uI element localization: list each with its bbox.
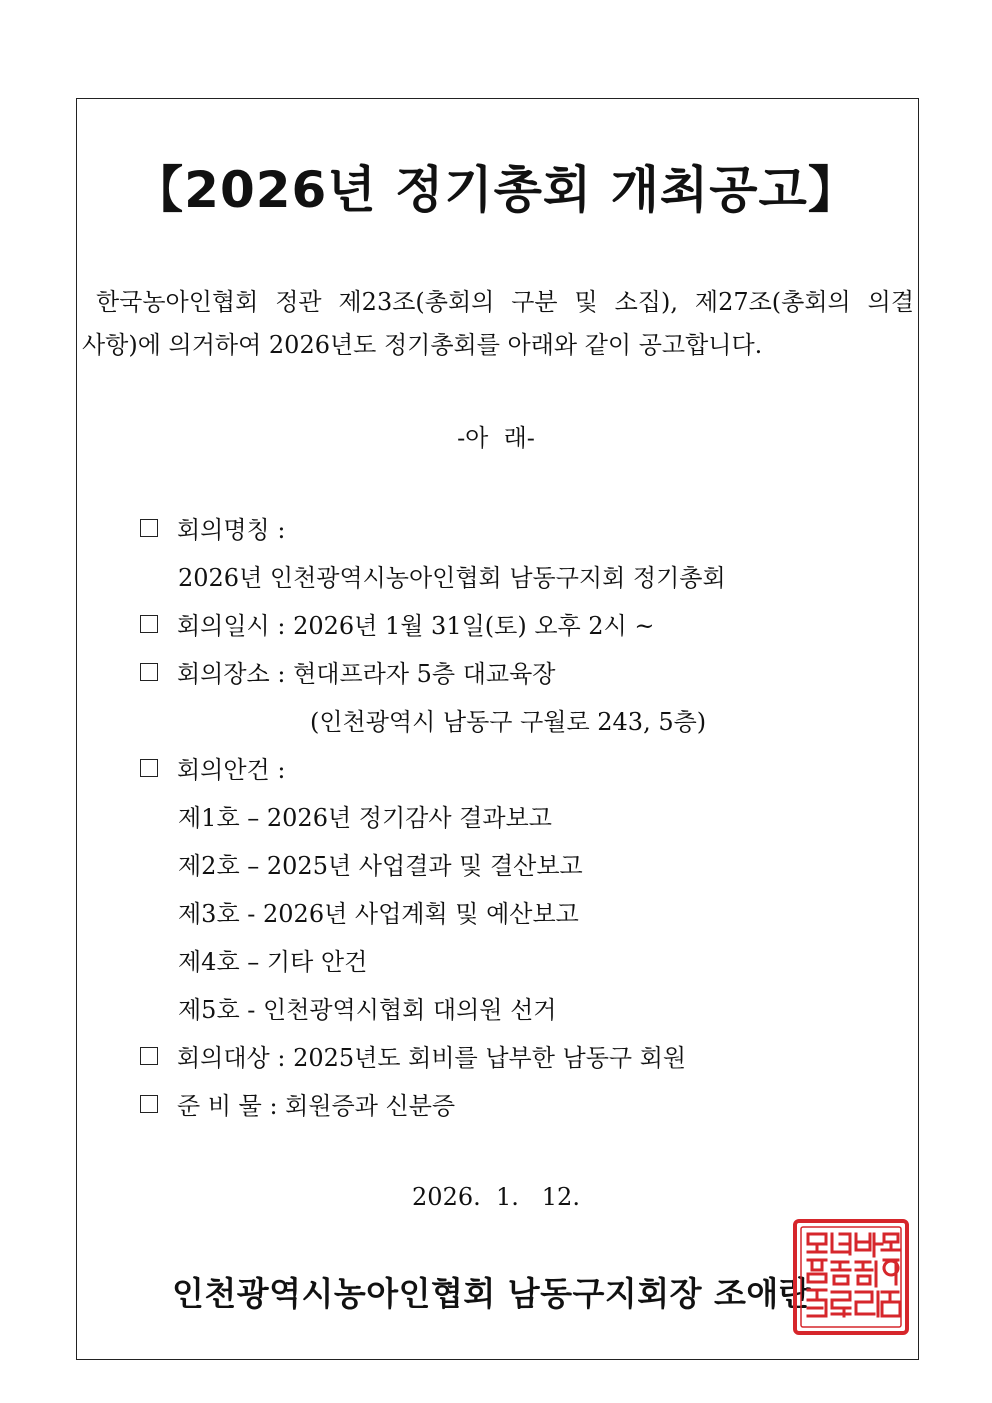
subheading: -아 래-: [457, 424, 535, 452]
agenda-item-5: 제5호 - 인천광역시협회 대의원 선거: [178, 996, 557, 1024]
checkbox-icon: [140, 615, 158, 633]
meeting-name-label: 회의명칭 :: [177, 516, 286, 544]
item-meeting-name: [140, 510, 285, 545]
agenda-item: [178, 846, 583, 881]
item-meeting-venue: [140, 654, 555, 689]
agenda-item: [178, 990, 556, 1025]
intro-line-1: 한국농아인협회 정관 제23조(총회의 구분 및 소집), 제27조(총회의 의결: [96, 288, 914, 316]
agenda-item-3: 제3호 - 2026년 사업계획 및 예산보고: [178, 900, 579, 928]
venue-address-text: (인천광역시 남동구 구월로 243, 5층): [310, 708, 707, 736]
checkbox-icon: [140, 519, 158, 537]
meeting-venue-text: 회의장소 : 현대프라자 5층 대교육장: [177, 660, 556, 688]
item-meeting-target: [140, 1038, 686, 1073]
item-preparation: [140, 1086, 455, 1121]
agenda-item-2: 제2호 – 2025년 사업결과 및 결산보고: [178, 852, 583, 880]
meeting-name-text: 2026년 인천광역시농아인협회 남동구지회 정기총회: [178, 564, 726, 592]
meeting-target-text: 회의대상 : 2025년도 회비를 납부한 남동구 회원: [177, 1044, 687, 1072]
notice-date: 2026. 1. 12.: [412, 1183, 580, 1211]
checkbox-icon: [140, 663, 158, 681]
intro-line-2: 사항)에 의거하여 2026년도 정기총회를 아래와 같이 공고합니다.: [82, 331, 763, 359]
preparation-text: 준 비 물 : 회원증과 신분증: [177, 1092, 456, 1120]
agenda-item: [178, 894, 579, 929]
notice-title: 【2026년 정기총회 개최공고】: [133, 161, 859, 219]
venue-address: [310, 702, 706, 737]
agenda-label: 회의안건 :: [177, 756, 286, 784]
item-agenda: [140, 750, 285, 785]
checkbox-icon: [140, 1047, 158, 1065]
checkbox-icon: [140, 759, 158, 777]
agenda-item-1: 제1호 – 2026년 정기감사 결과보고: [178, 804, 552, 832]
agenda-item: [178, 942, 367, 977]
checkbox-icon: [140, 1095, 158, 1113]
item-meeting-datetime: [140, 606, 655, 641]
agenda-item-4: 제4호 – 기타 안건: [178, 948, 368, 976]
meeting-datetime-text: 회의일시 : 2026년 1월 31일(토) 오후 2시 ~: [177, 612, 655, 640]
agenda-item: [178, 798, 552, 833]
official-seal-icon: [792, 1218, 910, 1336]
signature-line: 인천광역시농아인협회 남동구지회장 조애란: [172, 1274, 812, 1313]
meeting-name-value: [178, 558, 726, 593]
